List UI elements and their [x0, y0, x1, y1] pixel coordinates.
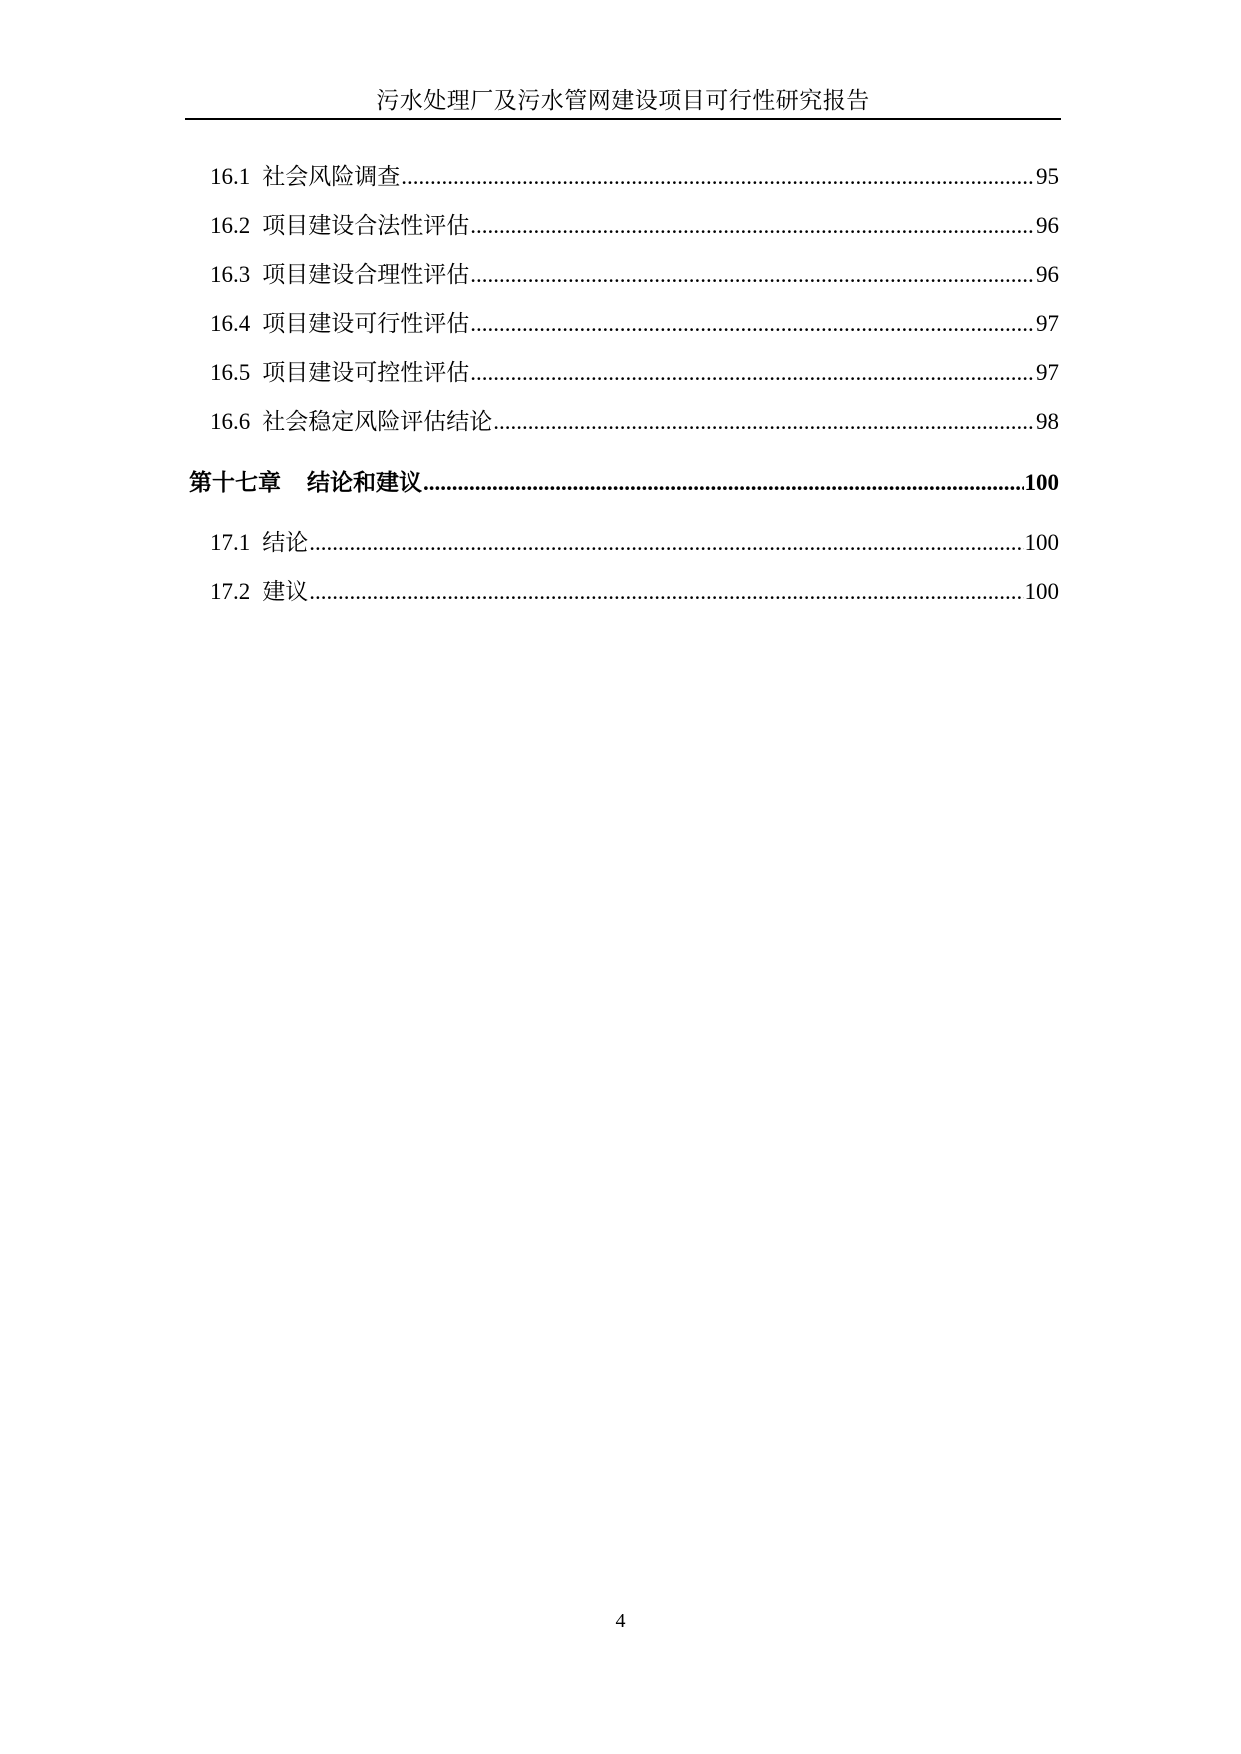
toc-entry-title: 建议 [262, 579, 309, 604]
toc-leader-dots [401, 160, 1035, 194]
toc-entry-page: 95 [1036, 164, 1059, 189]
toc-entry-title: 社会风险调查 [262, 164, 401, 189]
toc-chapter-title: 结论和建议 [307, 470, 422, 495]
toc-entry-17-1[interactable] [210, 526, 1059, 560]
toc-entry-16-2[interactable] [210, 209, 1059, 243]
toc-entry-number: 17.1 [210, 530, 251, 555]
toc-entry-17-2[interactable] [210, 575, 1059, 609]
page-number: 4 [615, 1610, 626, 1632]
toc-entry-title: 项目建设可控性评估 [262, 360, 470, 385]
toc-entry-number: 17.2 [210, 579, 251, 604]
toc-leader-dots [470, 356, 1035, 390]
toc-leader-dots [470, 258, 1035, 292]
toc-entry-number: 16.2 [210, 213, 251, 238]
toc-entry-16-1[interactable] [210, 160, 1059, 194]
toc-entry-number: 16.1 [210, 164, 251, 189]
page-header-title: 污水处理厂及污水管网建设项目可行性研究报告 [376, 88, 870, 113]
toc-chapter-page: 100 [1024, 470, 1059, 495]
toc-leader-dots [423, 466, 1024, 500]
toc-leader-dots [470, 209, 1035, 243]
toc-entry-page: 100 [1024, 530, 1059, 555]
toc-entry-number: 16.3 [210, 262, 251, 287]
toc-entry-title: 项目建设合理性评估 [262, 262, 470, 287]
toc-entry-number: 16.4 [210, 311, 251, 336]
toc-entry-page: 97 [1036, 311, 1059, 336]
toc-entry-title: 项目建设可行性评估 [262, 311, 470, 336]
toc-entry-16-6[interactable] [210, 405, 1059, 439]
toc-entry-16-5[interactable] [210, 356, 1059, 390]
toc-leader-dots [493, 405, 1035, 439]
toc-chapter-number: 第十七章 [189, 470, 281, 495]
toc-entry-title: 项目建设合法性评估 [262, 213, 470, 238]
toc-entry-number: 16.6 [210, 409, 251, 434]
toc-entry-page: 97 [1036, 360, 1059, 385]
toc-leader-dots [470, 307, 1035, 341]
toc-entry-page: 96 [1036, 262, 1059, 287]
toc-leader-dots [309, 526, 1023, 560]
toc-entry-page: 98 [1036, 409, 1059, 434]
toc-entry-16-4[interactable] [210, 307, 1059, 341]
header-divider [185, 118, 1061, 120]
toc-leader-dots [309, 575, 1023, 609]
toc-entry-title: 社会稳定风险评估结论 [262, 409, 493, 434]
toc-chapter-17[interactable] [189, 466, 1059, 500]
toc-entry-title: 结论 [262, 530, 309, 555]
toc-entry-page: 96 [1036, 213, 1059, 238]
toc-entry-16-3[interactable] [210, 258, 1059, 292]
toc-entry-number: 16.5 [210, 360, 251, 385]
toc-entry-page: 100 [1024, 579, 1059, 604]
